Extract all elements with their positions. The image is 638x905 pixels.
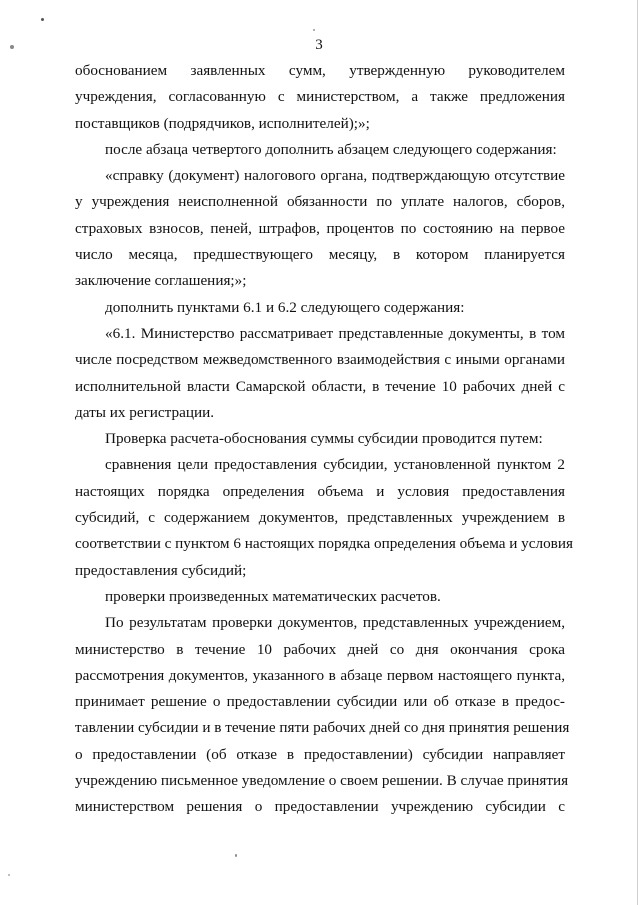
text-line: учреждения, согласованную с министерством, а также предложения: [75, 88, 565, 106]
text-line: По результатам проверки документов, представленных учреждением,: [105, 614, 565, 632]
text-line: «справку (документ) налогового органа, подтверждающую отсутствие: [105, 167, 565, 185]
text-line: тавлении субсидии и в течение пяти рабочих дней со дня принятия решения: [75, 719, 570, 737]
text-line: настоящих порядка определения объема и условия предоставления: [75, 482, 565, 500]
text-line: принимает решение о предоставлении субсидии или об отказе в предос-: [75, 693, 565, 711]
text-line: проверки произведенных математических расчетов.: [105, 587, 441, 605]
text-line: министерством решения о предоставлении учреждению субсидии с: [75, 798, 565, 816]
text-line: заключение соглашения;»;: [75, 272, 247, 290]
text-line: предоставления субсидий;: [75, 561, 247, 579]
text-line: у учреждения неисполненной обязанности по уплате налогов, сборов,: [75, 193, 565, 211]
text-line: дополнить пунктами 6.1 и 6.2 следующего содержания:: [105, 298, 465, 316]
text-line: после абзаца четвертого дополнить абзацем следующего содержания:: [105, 140, 557, 158]
text-line: министерство в течение 10 рабочих дней со дня окончания срока: [75, 640, 565, 658]
text-line: о предоставлении (об отказе в предоставлении) субсидии направляет: [75, 745, 565, 763]
text-line: число месяца, предшествующего месяцу, в котором планируется: [75, 246, 565, 264]
text-line: обоснованием заявленных сумм, утвержденную руководителем: [75, 62, 565, 79]
scan-speck: [8, 874, 10, 876]
text-line: страховых взносов, пеней, штрафов, процентов по состоянию на первое: [75, 219, 565, 237]
text-line: рассмотрения документов, указанного в абзаце первом настоящего пункта,: [75, 666, 565, 684]
document-body: [75, 58, 573, 821]
scan-speck: [10, 45, 14, 49]
text-line: сравнения цели предоставления субсидии, установленной пунктом 2: [105, 456, 565, 474]
text-line: соответствии с пунктом 6 настоящих порядка определения объема и условия: [75, 535, 573, 553]
text-line: «6.1. Министерство рассматривает представленные документы, в том: [105, 324, 565, 342]
text-line: учреждению письменное уведомление о своем решении. В случае принятия: [75, 772, 569, 790]
text-line: субсидий, с содержанием документов, представленных учреждением в: [75, 509, 565, 527]
text-line: Проверка расчета-обоснования суммы субсидии проводится путем:: [105, 430, 543, 448]
text-line: даты их регистрации.: [75, 403, 215, 421]
text-line: числе посредством межведомственного взаимодействия с иными органами: [75, 351, 565, 369]
scan-speck: [41, 18, 44, 21]
scan-speck: [313, 29, 315, 31]
scan-speck: [235, 854, 237, 857]
text-line: исполнительной власти Самарской области, в течение 10 рабочих дней с: [75, 377, 565, 395]
text-line: поставщиков (подрядчиков, исполнителей);»;: [75, 114, 370, 132]
page-number: 3: [315, 37, 323, 53]
